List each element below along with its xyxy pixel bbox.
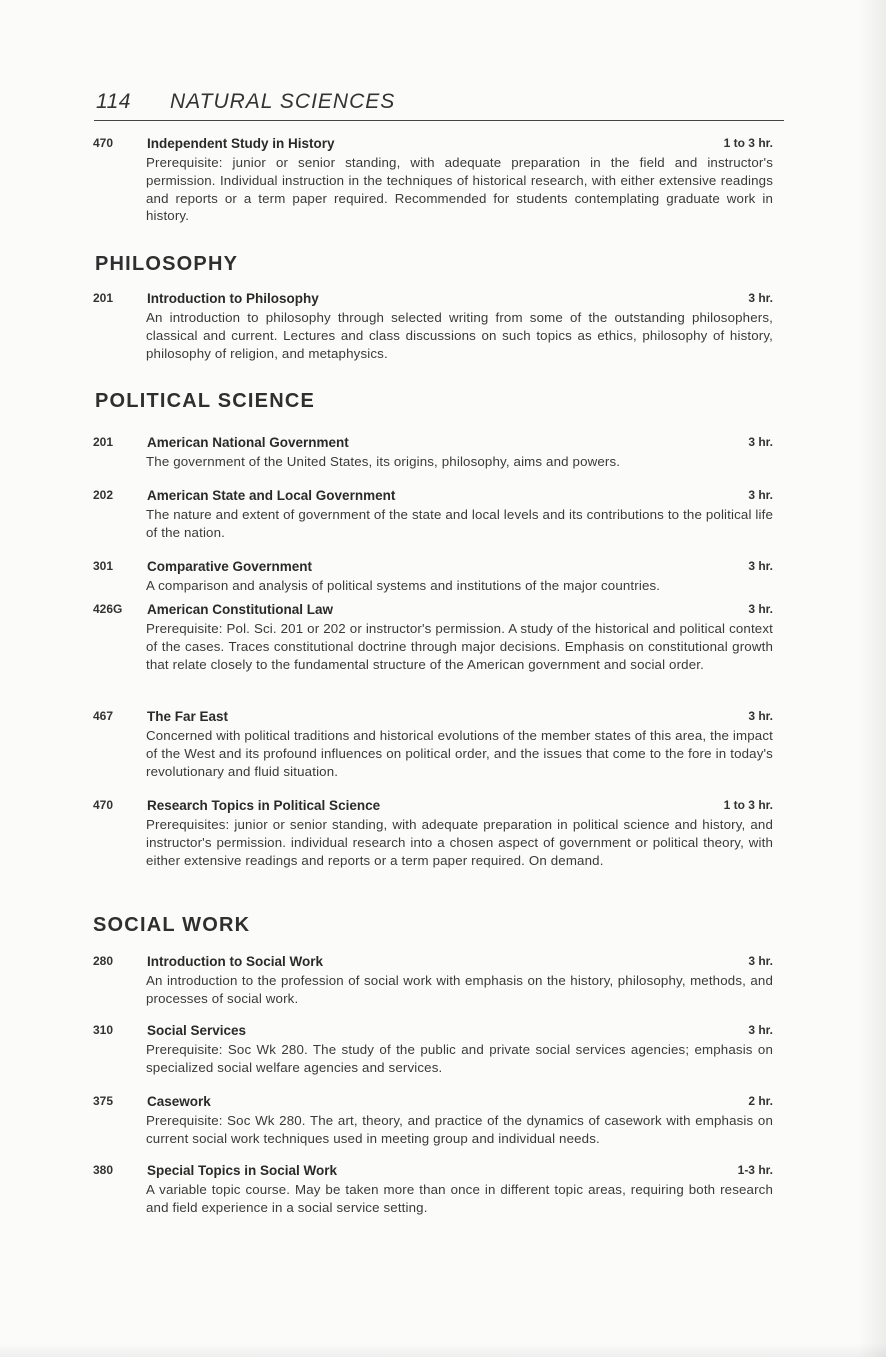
course-header: [93, 291, 773, 309]
page-header: [94, 90, 784, 121]
course-title: American State and Local Government: [147, 488, 396, 503]
course-description: The nature and extent of government of the state and local levels and its contributions to the political life of the nation.: [146, 507, 773, 540]
course-history-470: [93, 136, 773, 225]
course-number: 280: [93, 954, 114, 968]
course-polsci-426g: [93, 602, 773, 673]
course-number: 470: [93, 136, 114, 150]
section-heading-philosophy: PHILOSOPHY: [95, 253, 239, 275]
course-hours: 3 hr.: [748, 954, 773, 968]
course-hours: 1-3 hr.: [737, 1163, 773, 1177]
course-title: American Constitutional Law: [147, 602, 334, 617]
course-title: Special Topics in Social Work: [147, 1163, 338, 1178]
course-number: 301: [93, 559, 114, 573]
course-title: Introduction to Philosophy: [147, 291, 319, 306]
course-header: [93, 1023, 773, 1041]
course-description: Prerequisite: Soc Wk 280. The study of the public and private social services agencies; emphasis on specialized social welfare agencies and services.: [146, 1042, 773, 1075]
course-header: [93, 602, 773, 620]
course-description: Prerequisite: Pol. Sci. 201 or 202 or instructor's permission. A study of the historical and political context of the cases. Traces constitutional doctrine through major decisions. Emphasis on constitutional growth that relate closely to the fundamental structure of the American government and social order.: [146, 621, 773, 672]
course-title: Social Services: [147, 1023, 247, 1038]
course-polsci-201: [93, 435, 773, 471]
section-heading-social-work: SOCIAL WORK: [93, 914, 251, 936]
course-header: [93, 435, 773, 453]
course-header: [93, 1163, 773, 1181]
course-description: Prerequisite: Soc Wk 280. The art, theory, and practice of the dynamics of casework with emphasis on current social work techniques used in meeting group and individual needs.: [146, 1113, 773, 1146]
course-number: 467: [93, 709, 114, 723]
course-polsci-301: [93, 559, 773, 595]
course-socwk-375: [93, 1094, 773, 1148]
course-number: 426G: [93, 602, 123, 616]
course-header: [93, 488, 773, 506]
course-polsci-467: [93, 709, 773, 780]
course-description: The government of the United States, its origins, philosophy, aims and powers.: [146, 454, 621, 469]
course-hours: 1 to 3 hr.: [723, 136, 773, 150]
course-number: 201: [93, 435, 114, 449]
course-hours: 1 to 3 hr.: [723, 798, 773, 812]
course-hours: 3 hr.: [748, 602, 773, 616]
course-philosophy-201: [93, 291, 773, 362]
course-title: Casework: [147, 1094, 211, 1109]
course-hours: 3 hr.: [748, 559, 773, 573]
page-bottom-shadow: [0, 1343, 886, 1357]
course-number: 380: [93, 1163, 114, 1177]
course-description: A comparison and analysis of political systems and institutions of the major countries.: [146, 578, 661, 593]
course-header: [93, 954, 773, 972]
course-socwk-280: [93, 954, 773, 1008]
course-header: [93, 136, 773, 154]
course-title: Research Topics in Political Science: [147, 798, 381, 813]
course-description: Prerequisites: junior or senior standing, with adequate preparation in political science and history, and instructor's permission. individual research into a chosen aspect of government or political theory, with either extensive readings and reports or a term paper required. On demand.: [146, 817, 773, 868]
course-polsci-470: [93, 798, 773, 869]
course-title: Comparative Government: [147, 559, 313, 574]
course-hours: 3 hr.: [748, 709, 773, 723]
section-heading-political-science: POLITICAL SCIENCE: [95, 390, 316, 412]
course-title: Introduction to Social Work: [147, 954, 324, 969]
course-hours: 3 hr.: [748, 291, 773, 305]
course-number: 202: [93, 488, 114, 502]
course-hours: 3 hr.: [748, 1023, 773, 1037]
course-title: American National Government: [147, 435, 349, 450]
page-number: 114: [96, 90, 131, 113]
course-title: Independent Study in History: [147, 136, 335, 151]
course-description: Prerequisite: junior or senior standing, with adequate preparation in the field and instructor's permission. Individual instruction in the techniques of historical research, with either extensive readings and reports or a term paper required. Recommended for students contemplating graduate work in history.: [146, 155, 773, 224]
course-header: [93, 1094, 773, 1112]
course-hours: 3 hr.: [748, 435, 773, 449]
course-number: 470: [93, 798, 114, 812]
course-description: A variable topic course. May be taken more than once in different topic areas, requiring both research and field experience in a social service setting.: [146, 1182, 773, 1215]
course-socwk-380: [93, 1163, 773, 1217]
course-hours: 2 hr.: [748, 1094, 773, 1108]
course-polsci-202: [93, 488, 773, 542]
course-number: 375: [93, 1094, 114, 1108]
course-description: An introduction to the profession of social work with emphasis on the history, philosophy, methods, and processes of social work.: [146, 973, 773, 1006]
course-header: [93, 798, 773, 816]
running-title: NATURAL SCIENCES: [170, 90, 396, 113]
course-header: [93, 559, 773, 577]
course-number: 310: [93, 1023, 114, 1037]
course-description: An introduction to philosophy through selected writing from some of the outstanding philosophers, classical and current. Lectures and class discussions on such topics as ethics, philosophy of history, philosophy of religion, and metaphysics.: [146, 310, 773, 361]
course-number: 201: [93, 291, 114, 305]
course-header: [93, 709, 773, 727]
course-title: The Far East: [147, 709, 229, 724]
course-description: Concerned with political traditions and historical evolutions of the member states of this area, the impact of the West and its profound influences on political order, and the issues that come to the fore in today's revolutionary and fluid situation.: [146, 728, 773, 779]
course-socwk-310: [93, 1023, 773, 1077]
course-hours: 3 hr.: [748, 488, 773, 502]
page-edge-shadow: [858, 0, 886, 1357]
